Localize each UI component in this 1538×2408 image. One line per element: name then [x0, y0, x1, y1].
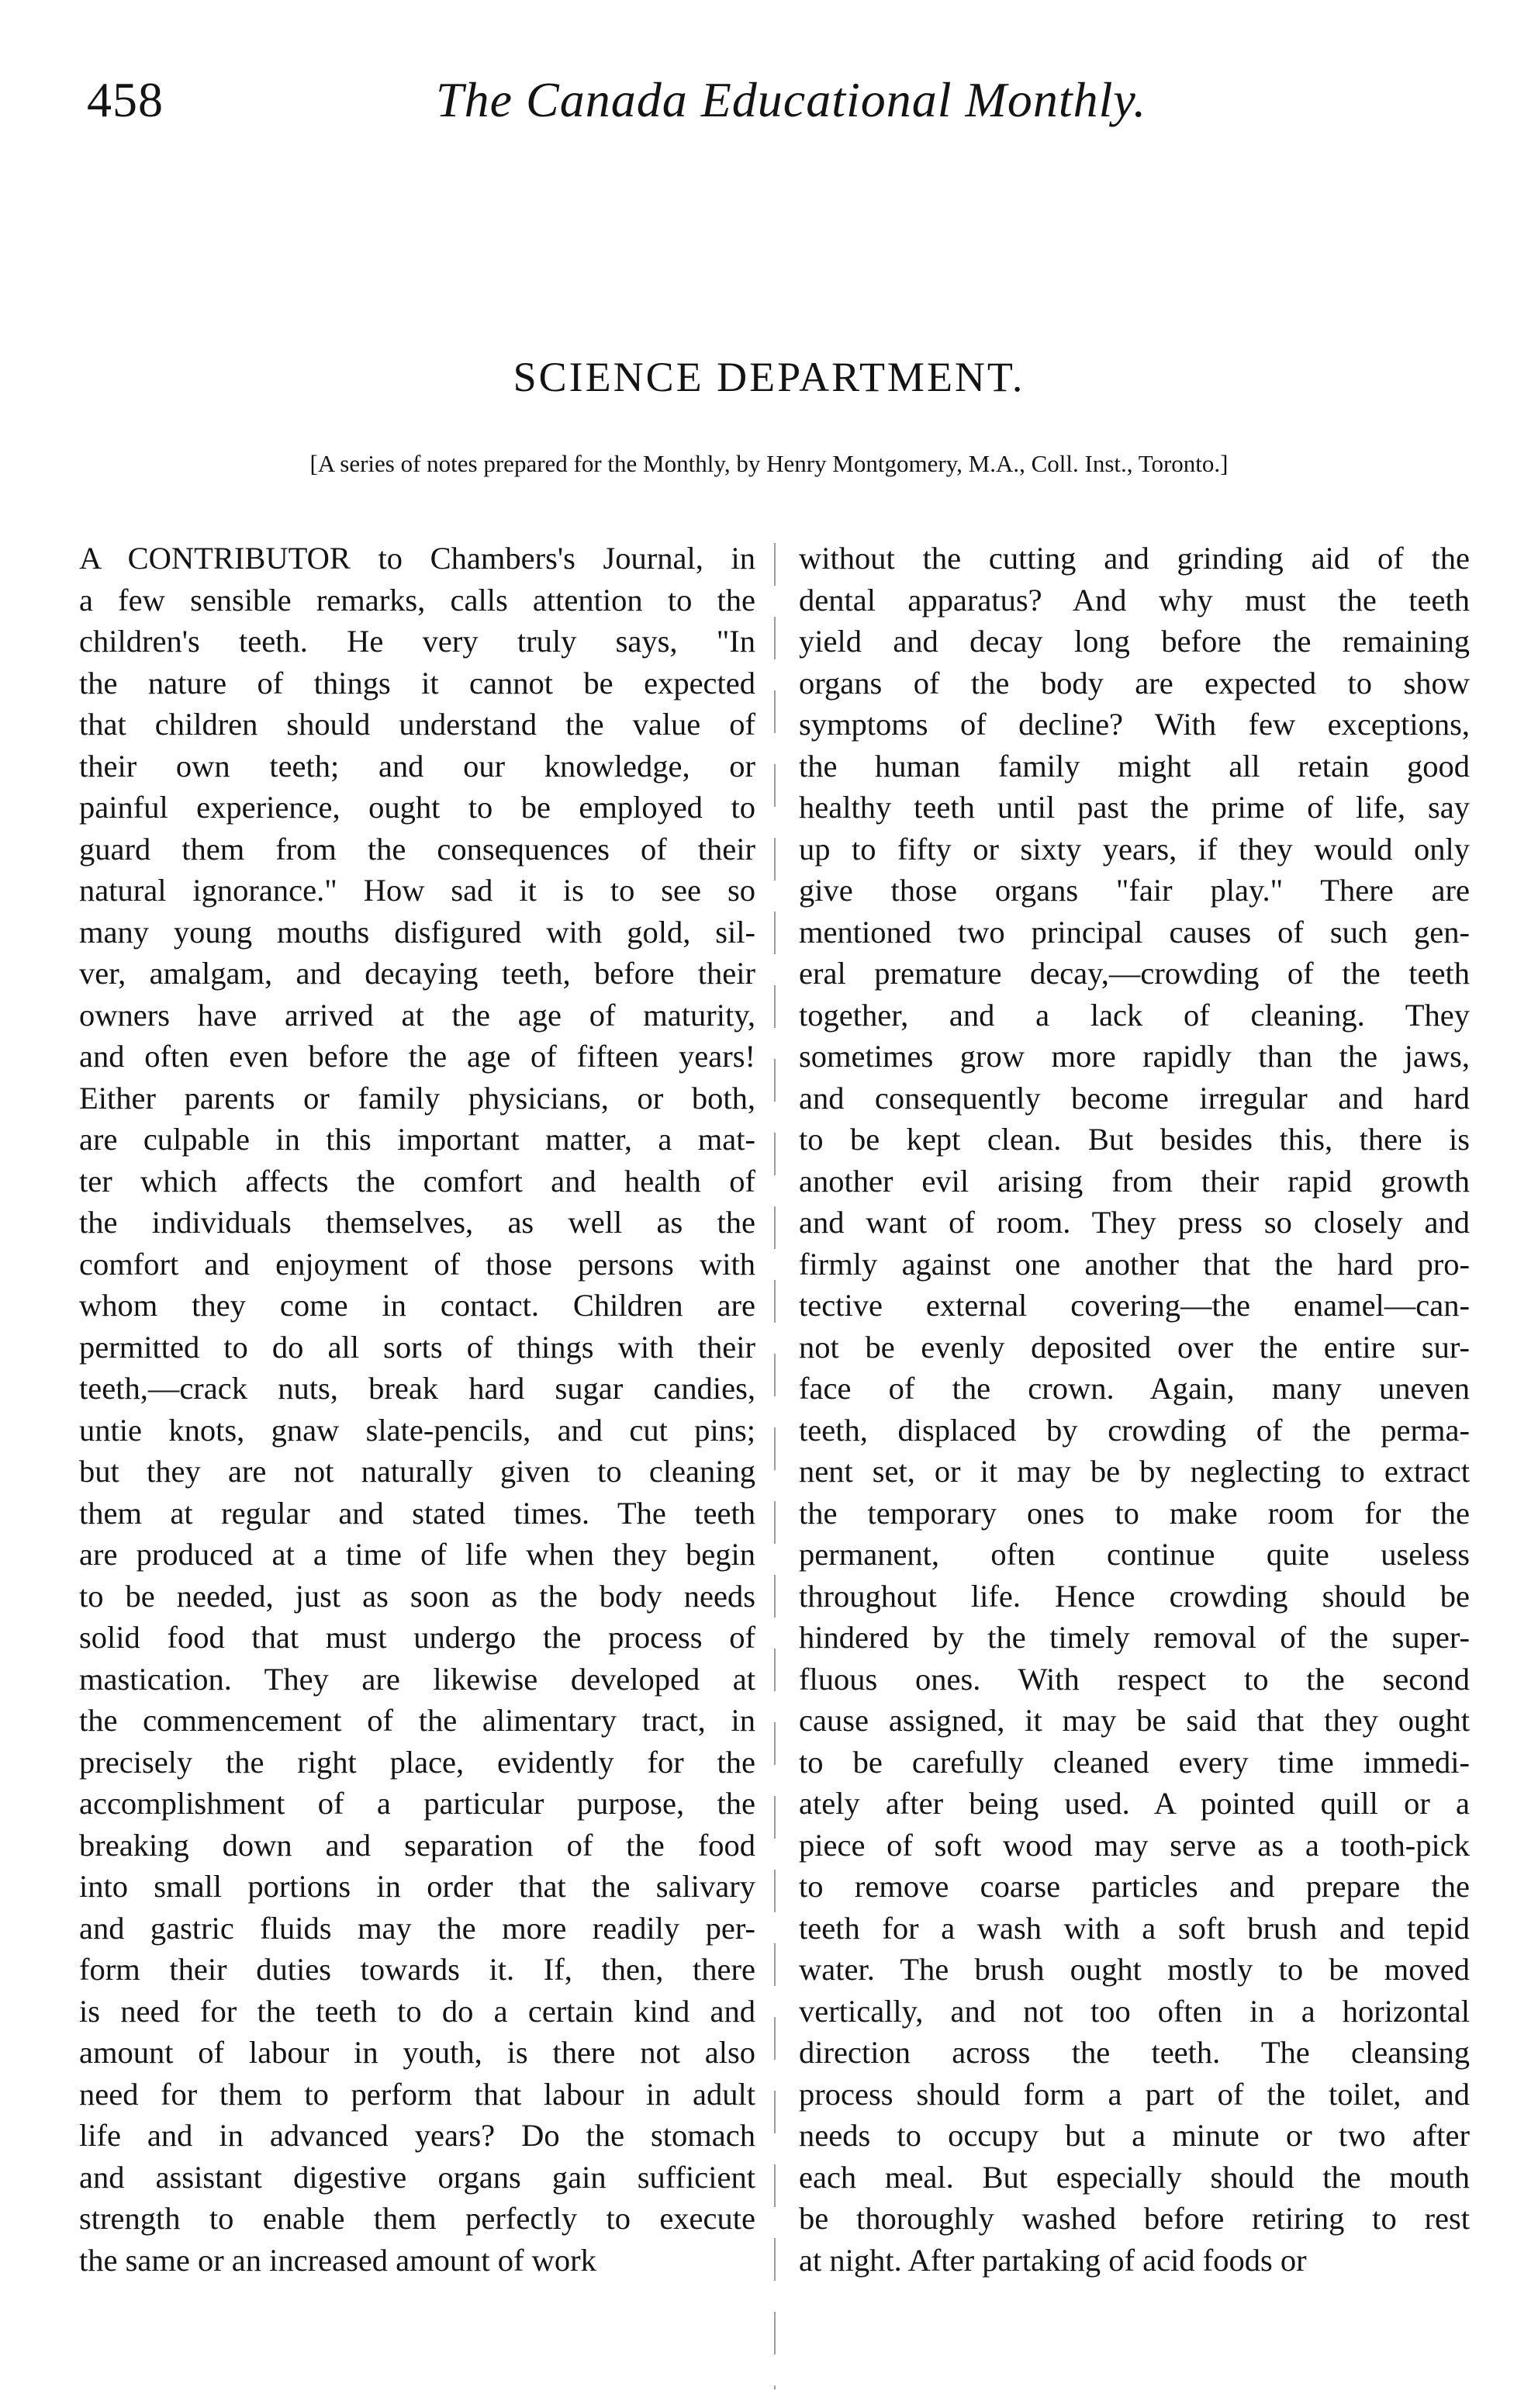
- text-line: healthy teeth until past the prime of life, say: [799, 790, 1470, 825]
- text-line: nent set, or it may be by neglecting to extract: [799, 1454, 1470, 1489]
- text-line: permanent, often continue quite useless: [799, 1537, 1470, 1572]
- text-line: dental apparatus? And why must the teeth: [799, 582, 1470, 618]
- text-line: permitted to do all sorts of things with their: [79, 1329, 755, 1365]
- text-line: teeth, displaced by crowding of the perma-: [799, 1412, 1470, 1448]
- text-line: owners have arrived at the age of maturity,: [79, 997, 755, 1033]
- text-line: mentioned two principal causes of such gen-: [799, 914, 1470, 950]
- text-line: yield and decay long before the remaining: [799, 624, 1470, 659]
- text-line: the individuals themselves, as well as the: [79, 1205, 755, 1240]
- text-line: and often even before the age of fifteen years!: [79, 1039, 755, 1074]
- text-line: teeth for a wash with a soft brush and tepid: [799, 1910, 1470, 1946]
- text-line: without the cutting and grinding aid of the: [799, 541, 1470, 576]
- text-line: throughout life. Hence crowding should be: [799, 1578, 1470, 1614]
- left-column: [79, 538, 755, 2281]
- text-line: many young mouths disfigured with gold, sil-: [79, 914, 755, 950]
- text-line: needs to occupy but a minute or two after: [799, 2118, 1470, 2153]
- series-note: [A series of notes prepared for the Monthly, by Henry Montgomery, M.A., Coll. Inst., Toronto.]: [309, 450, 1229, 477]
- running-head: [87, 71, 1165, 141]
- column-divider: [774, 543, 776, 2389]
- text-line: need for them to perform that labour in adult: [79, 2076, 755, 2112]
- journal-title: The Canada Educational Monthly.: [436, 72, 1147, 127]
- text-line: are produced at a time of life when they begin: [79, 1537, 755, 1572]
- text-line: solid food that must undergo the process of: [79, 1620, 755, 1655]
- text-line: face of the crown. Again, many uneven: [799, 1371, 1470, 1406]
- text-line: together, and a lack of cleaning. They: [799, 997, 1470, 1033]
- text-line: into small portions in order that the salivary: [79, 1869, 755, 1904]
- text-line: amount of labour in youth, is there not also: [79, 2035, 755, 2070]
- text-line: strength to enable them perfectly to execute: [79, 2201, 755, 2236]
- text-line: to remove coarse particles and prepare the: [799, 1869, 1470, 1904]
- text-line: and gastric fluids may the more readily per-: [79, 1910, 755, 1946]
- page-number: 458: [87, 72, 164, 127]
- text-line: are culpable in this important matter, a mat-: [79, 1122, 755, 1157]
- text-line: water. The brush ought mostly to be moved: [799, 1952, 1470, 1987]
- text-line: life and in advanced years? Do the stomach: [79, 2118, 755, 2153]
- text-line: but they are not naturally given to cleaning: [79, 1454, 755, 1489]
- text-line: to be kept clean. But besides this, there is: [799, 1122, 1470, 1157]
- text-line: symptoms of decline? With few exceptions,: [799, 707, 1470, 742]
- text-line: A CONTRIBUTOR to Chambers's Journal, in: [79, 541, 755, 576]
- text-line: is need for the teeth to do a certain kind and: [79, 1993, 755, 2029]
- text-line: ter which affects the comfort and health of: [79, 1163, 755, 1199]
- text-line: mastication. They are likewise developed at: [79, 1661, 755, 1697]
- text-line: each meal. But especially should the mouth: [799, 2159, 1470, 2195]
- text-line: piece of soft wood may serve as a tooth-pick: [799, 1827, 1470, 1863]
- text-line: the temporary ones to make room for the: [799, 1495, 1470, 1531]
- text-line: them at regular and stated times. The teeth: [79, 1495, 755, 1531]
- text-line: their own teeth; and our knowledge, or: [79, 748, 755, 784]
- text-line: and consequently become irregular and hard: [799, 1080, 1470, 1116]
- text-line: painful experience, ought to be employed to: [79, 790, 755, 825]
- text-line: the human family might all retain good: [799, 748, 1470, 784]
- text-line: children's teeth. He very truly says, "In: [79, 624, 755, 659]
- text-line: the nature of things it cannot be expected: [79, 665, 755, 701]
- text-line: fluous ones. With respect to the second: [799, 1661, 1470, 1697]
- text-line: sometimes grow more rapidly than the jaws,: [799, 1039, 1470, 1074]
- text-line: another evil arising from their rapid growth: [799, 1163, 1470, 1199]
- text-line: not be evenly deposited over the entire sur-: [799, 1329, 1470, 1365]
- text-line: give those organs "fair play." There are: [799, 873, 1470, 908]
- text-line: precisely the right place, evidently for the: [79, 1744, 755, 1780]
- text-line: ver, amalgam, and decaying teeth, before their: [79, 956, 755, 991]
- right-column: [799, 538, 1470, 2281]
- text-line: the commencement of the alimentary tract, in: [79, 1703, 755, 1738]
- text-line: to be needed, just as soon as the body needs: [79, 1578, 755, 1614]
- text-line: breaking down and separation of the food: [79, 1827, 755, 1863]
- text-line: up to fifty or sixty years, if they would only: [799, 831, 1470, 867]
- text-line: tective external covering—the enamel—can-: [799, 1288, 1470, 1323]
- text-line: at night. After partaking of acid foods or: [799, 2242, 1307, 2278]
- text-line: form their duties towards it. If, then, there: [79, 1952, 755, 1987]
- text-line: natural ignorance." How sad it is to see so: [79, 873, 755, 908]
- text-line: whom they come in contact. Children are: [79, 1288, 755, 1323]
- text-line: untie knots, gnaw slate-pencils, and cut pins;: [79, 1412, 755, 1448]
- text-line: a few sensible remarks, calls attention to the: [79, 582, 755, 618]
- text-line: the same or an increased amount of work: [79, 2242, 596, 2278]
- text-line: guard them from the consequences of their: [79, 831, 755, 867]
- text-line: organs of the body are expected to show: [799, 665, 1470, 701]
- text-line: firmly against one another that the hard pro-: [799, 1246, 1470, 1282]
- text-line: and want of room. They press so closely and: [799, 1205, 1470, 1240]
- text-line: cause assigned, it may be said that they ought: [799, 1703, 1470, 1738]
- text-line: eral premature decay,—crowding of the teeth: [799, 956, 1470, 991]
- text-line: teeth,—crack nuts, break hard sugar candies,: [79, 1371, 755, 1406]
- text-line: be thoroughly washed before retiring to rest: [799, 2201, 1470, 2236]
- text-line: direction across the teeth. The cleansing: [799, 2035, 1470, 2070]
- text-line: comfort and enjoyment of those persons with: [79, 1246, 755, 1282]
- text-line: process should form a part of the toilet, and: [799, 2076, 1470, 2112]
- text-line: hindered by the timely removal of the super-: [799, 1620, 1470, 1655]
- section-title: SCIENCE DEPARTMENT.: [513, 354, 1025, 400]
- text-line: and assistant digestive organs gain sufficient: [79, 2159, 755, 2195]
- text-line: ately after being used. A pointed quill or a: [799, 1786, 1470, 1821]
- text-line: Either parents or family physicians, or both,: [79, 1080, 755, 1116]
- text-line: accomplishment of a particular purpose, the: [79, 1786, 755, 1821]
- text-line: to be carefully cleaned every time immedi-: [799, 1744, 1470, 1780]
- text-line: that children should understand the value of: [79, 707, 755, 742]
- text-line: vertically, and not too often in a horizontal: [799, 1993, 1470, 2029]
